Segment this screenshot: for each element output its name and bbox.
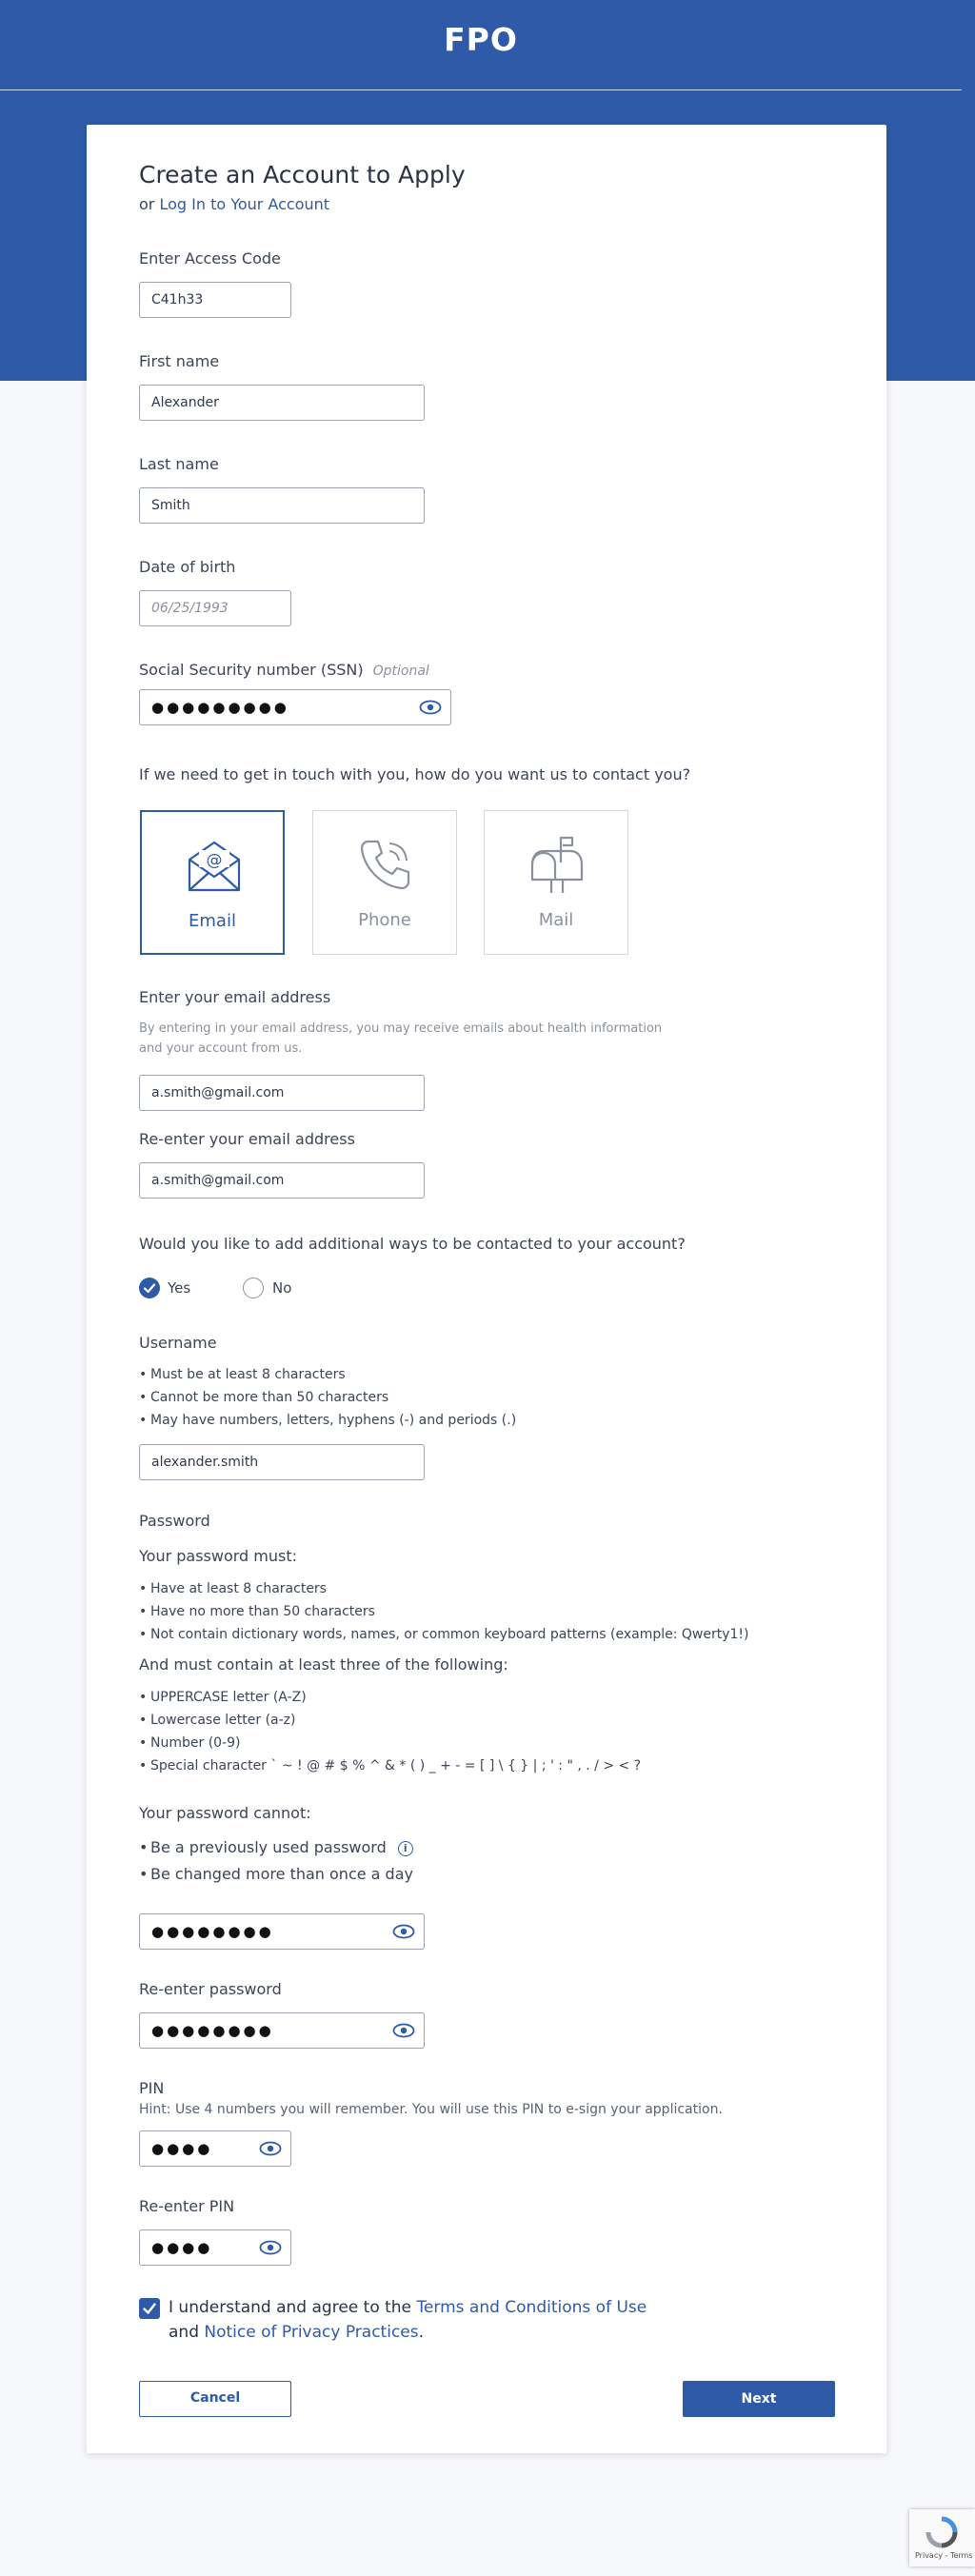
pin-hint: Hint: Use 4 numbers you will remember. You will use this PIN to e-sign your application.	[139, 2102, 723, 2117]
recaptcha-text: Privacy - Terms	[915, 2551, 973, 2560]
dob-label: Date of birth	[139, 558, 236, 576]
password-cannot-heading: Your password cannot:	[139, 1804, 311, 1822]
password-cannot-rules	[139, 1834, 710, 1888]
password-masked-value: ●●●●●●●●	[151, 1923, 274, 1940]
agree-middle: and	[169, 2323, 199, 2342]
first-name-input[interactable]: Alexander	[139, 385, 425, 421]
last-name-input[interactable]: Smith	[139, 487, 425, 524]
email-label: Enter your email address	[139, 988, 331, 1006]
recaptcha-icon	[923, 2515, 961, 2549]
password-confirm-input[interactable]	[139, 2012, 425, 2049]
login-link[interactable]: Log In to Your Account	[159, 195, 330, 213]
brand-logo: FPO	[444, 21, 518, 58]
phone-option-label: Phone	[358, 910, 411, 930]
recaptcha-badge[interactable]	[909, 2509, 975, 2566]
radio-no[interactable]	[243, 1278, 264, 1298]
pin-confirm-label: Re-enter PIN	[139, 2197, 235, 2215]
account-form-card	[87, 125, 886, 2453]
list-item: • Number (0-9)	[139, 1732, 825, 1754]
show-pin-confirm-eye-icon[interactable]	[259, 2239, 282, 2256]
password-confirm-label: Re-enter password	[139, 1980, 282, 1998]
first-name-label: First name	[139, 352, 220, 370]
username-label: Username	[139, 1334, 217, 1352]
agree-text	[169, 2295, 647, 2345]
show-ssn-eye-icon[interactable]	[419, 699, 442, 716]
ssn-masked-value: ●●●●●●●●●	[151, 699, 289, 716]
password-three-rules	[139, 1686, 825, 1777]
pin-confirm-masked-value: ●●●●	[151, 2239, 213, 2256]
mailbox-icon	[527, 834, 587, 895]
email-confirm-label: Re-enter your email address	[139, 1130, 355, 1148]
next-button[interactable]: Next	[683, 2381, 835, 2417]
password-must-rules	[139, 1577, 825, 1646]
list-item: • Have at least 8 characters	[139, 1577, 825, 1600]
radio-no-label: No	[272, 1279, 292, 1297]
ssn-label	[139, 661, 429, 679]
list-item: • UPPERCASE letter (A-Z)	[139, 1686, 825, 1709]
list-item	[139, 1834, 710, 1861]
password-input[interactable]	[139, 1913, 425, 1950]
pin-label: PIN	[139, 2079, 165, 2097]
dob-input[interactable]: 06/25/1993	[139, 590, 291, 626]
pin-confirm-input[interactable]	[139, 2229, 291, 2266]
password-label: Password	[139, 1512, 210, 1530]
or-text: or	[139, 195, 155, 213]
email-confirm-input[interactable]: a.smith@gmail.com	[139, 1162, 425, 1199]
list-item: • Lowercase letter (a-z)	[139, 1709, 825, 1732]
show-pin-eye-icon[interactable]	[259, 2140, 282, 2157]
show-password-eye-icon[interactable]	[392, 1923, 415, 1940]
show-password-confirm-eye-icon[interactable]	[392, 2022, 415, 2039]
agree-prefix: I understand and agree to the	[169, 2298, 412, 2317]
additional-contact-question: Would you like to add additional ways to be contacted to your account?	[139, 1235, 686, 1253]
terms-link[interactable]: Terms and Conditions of Use	[416, 2298, 647, 2317]
email-input[interactable]: a.smith@gmail.com	[139, 1075, 425, 1111]
list-item: • Be changed more than once a day	[139, 1861, 710, 1888]
contact-question: If we need to get in touch with you, how do you want us to contact you?	[139, 765, 691, 783]
envelope-icon	[184, 835, 245, 896]
cancel-button[interactable]: Cancel	[139, 2381, 291, 2417]
info-icon[interactable]: i	[398, 1841, 413, 1856]
cannot-rule-text: Be a previously used password	[150, 1838, 387, 1856]
list-item: • Must be at least 8 characters	[139, 1363, 710, 1386]
checkmark-icon	[139, 2298, 160, 2319]
list-item: • Cannot be more than 50 characters	[139, 1386, 710, 1409]
access-code-input[interactable]: C41h33	[139, 282, 291, 318]
list-item: • Have no more than 50 characters	[139, 1600, 825, 1623]
mail-option-label: Mail	[538, 910, 574, 930]
header-divider	[0, 89, 962, 90]
password-must-heading: Your password must:	[139, 1547, 298, 1565]
list-item: • Special character ` ~ ! @ # $ % ^ & * ( ) _ + - = [ ] \ { } | ; ' : " , . / > < ?	[139, 1754, 825, 1777]
svg-text:@: @	[206, 851, 223, 870]
username-input[interactable]: alexander.smith	[139, 1444, 425, 1480]
pin-masked-value: ●●●●	[151, 2140, 213, 2157]
contact-option-email[interactable]	[140, 810, 285, 955]
privacy-link[interactable]: Notice of Privacy Practices	[204, 2323, 419, 2342]
phone-icon	[355, 834, 416, 895]
list-item: • Not contain dictionary words, names, or common keyboard patterns (example: Qwerty1!)	[139, 1623, 825, 1646]
pin-input[interactable]	[139, 2130, 291, 2167]
access-code-label: Enter Access Code	[139, 249, 281, 268]
password-confirm-masked-value: ●●●●●●●●	[151, 2022, 274, 2039]
list-item: • May have numbers, letters, hyphens (-) and periods (.)	[139, 1409, 710, 1432]
last-name-label: Last name	[139, 455, 219, 473]
ssn-label-text: Social Security number (SSN)	[139, 661, 364, 679]
agree-checkbox[interactable]	[139, 2298, 160, 2319]
checkmark-icon	[139, 1278, 160, 1298]
ssn-input[interactable]	[139, 689, 451, 725]
contact-option-phone[interactable]	[312, 810, 457, 955]
login-prompt	[139, 195, 329, 213]
additional-contact-radio-group	[139, 1278, 425, 1302]
username-rules	[139, 1363, 710, 1432]
email-hint: By entering in your email address, you may receive emails about health information and your account from us.	[139, 1021, 663, 1056]
password-three-heading: And must contain at least three of the following:	[139, 1655, 508, 1674]
email-option-label: Email	[189, 911, 236, 931]
optional-tag: Optional	[372, 664, 429, 679]
radio-yes[interactable]	[139, 1278, 160, 1298]
contact-option-mail[interactable]	[484, 810, 628, 955]
page-title: Create an Account to Apply	[139, 161, 466, 188]
agree-suffix: .	[418, 2323, 425, 2342]
radio-yes-label: Yes	[168, 1279, 191, 1297]
